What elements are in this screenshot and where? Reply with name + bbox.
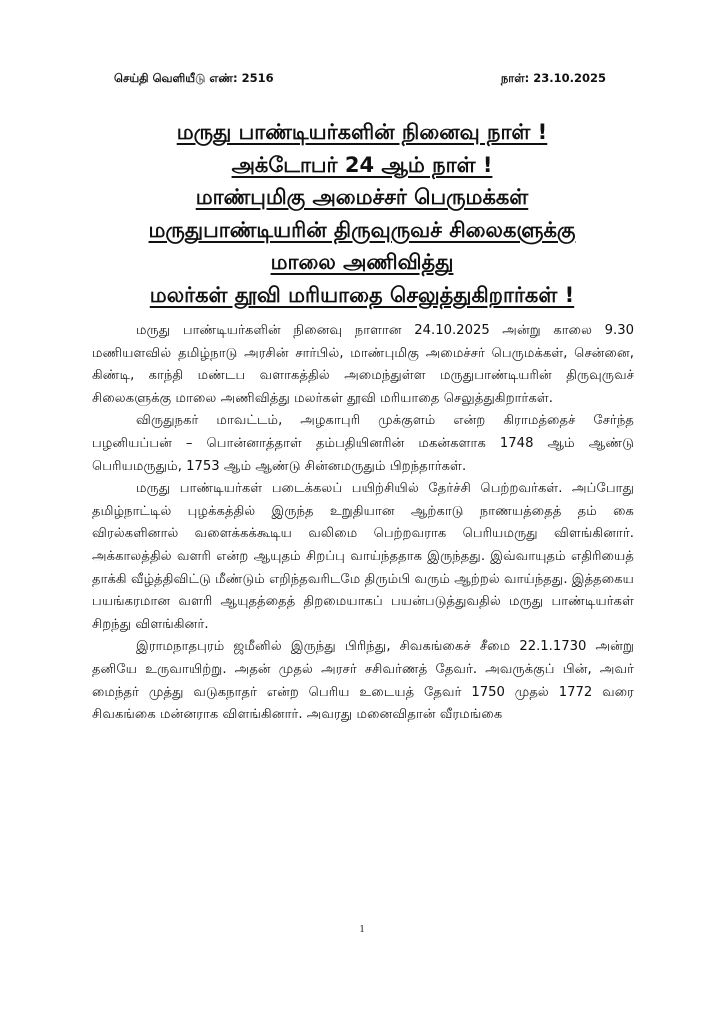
page-number: 1 (359, 924, 365, 935)
headline-line: மாண்புமிகு அமைச்சர் பெருமக்கள் (195, 185, 529, 210)
body-text (92, 320, 634, 727)
headline-block (92, 116, 632, 312)
paragraph: இராமநாதபுரம் ஜமீனில் இருந்து பிரிந்து, சிவகங்கைச் சீமை 22.1.1730 அன்று தனியே உருவாயிற்று. அதன் முதல் அரசர் சசிவர்ணத் தேவர். அவருக்குப் பின், அவர் மைந்தர் முத்து வடுகநாதர் என்ற பெரிய உடையத் தேவர் 1750 முதல் 1772 வரை சிவகங்கை மன்னராக விளங்கினார். அவரது மனைவிதான் வீரமங்கை (92, 639, 634, 723)
headline-line: மருது பாண்டியர்களின் நினைவு நாள் ! (176, 120, 548, 144)
headline-line: மருதுபாண்டியரின் திருவுருவச் சிலைகளுக்கு (148, 217, 576, 242)
paragraph: மருது பாண்டியர்களின் நினைவு நாளான 24.10.2025 அன்று காலை 9.30 மணியளவில் தமிழ்நாடு அரசின் சார்பில், மாண்புமிகு அமைச்சர் பெருமக்கள், சென்னை, கிண்டி, காந்தி மண்டப வளாகத்தில் அமைந்துள்ள மருதுபாண்டியரின் திருவுருவச் சிலைகளுக்கு மாலை அணிவித்து மலர்கள் தூவி மரியாதை செலுத்துகிறார்கள். (92, 323, 634, 406)
headline-line: மாலை அணிவித்து (270, 250, 454, 275)
headline-line: அக்டோபர் 24 ஆம் நாள் ! (231, 152, 493, 177)
release-number: செய்தி வெளியீடு எண்: 2516 (114, 71, 274, 85)
release-date: நாள்: 23.10.2025 (500, 71, 606, 85)
paragraph: மருது பாண்டியர்கள் படைக்கலப் பயிற்சியில் தேர்ச்சி பெற்றவர்கள். அப்போது தமிழ்நாட்டில் புழக்கத்தில் இருந்த உறுதியான ஆற்காடு நாணயத்தைத் தம் கை விரல்களினால் வளைக்கக்கூடிய வலிமை பெற்றவராக பெரியமருது விளங்கினார். அக்காலத்தில் வளரி என்ற ஆயுதம் சிறப்பு வாய்ந்ததாக இருந்தது. இவ்வாயுதம் எதிரியைத் தாக்கி வீழ்த்திவிட்டு மீண்டும் எறிந்தவரிடமே திரும்பி வரும் ஆற்றல் வாய்ந்தது. இத்தகைய பயங்கரமான வளரி ஆயுதத்தைத் திறமையாகப் பயன்படுத்துவதில் மருது பாண்டியர்கள் சிறந்து விளங்கினர். (92, 481, 634, 632)
headline-line: மலர்கள் தூவி மரியாதை செலுத்துகிறார்கள் ! (149, 282, 575, 307)
paragraph: விருதுநகர் மாவட்டம், அழகாபுரி முக்குளம் என்ற கிராமத்தைச் சேர்ந்த பழனியப்பன் – பொன்னாத்தாள் தம்பதியினரின் மகன்களாக 1748 ஆம் ஆண்டு பெரியமருதும், 1753 ஆம் ஆண்டு சின்னமருதும் பிறந்தார்கள். (92, 413, 634, 474)
